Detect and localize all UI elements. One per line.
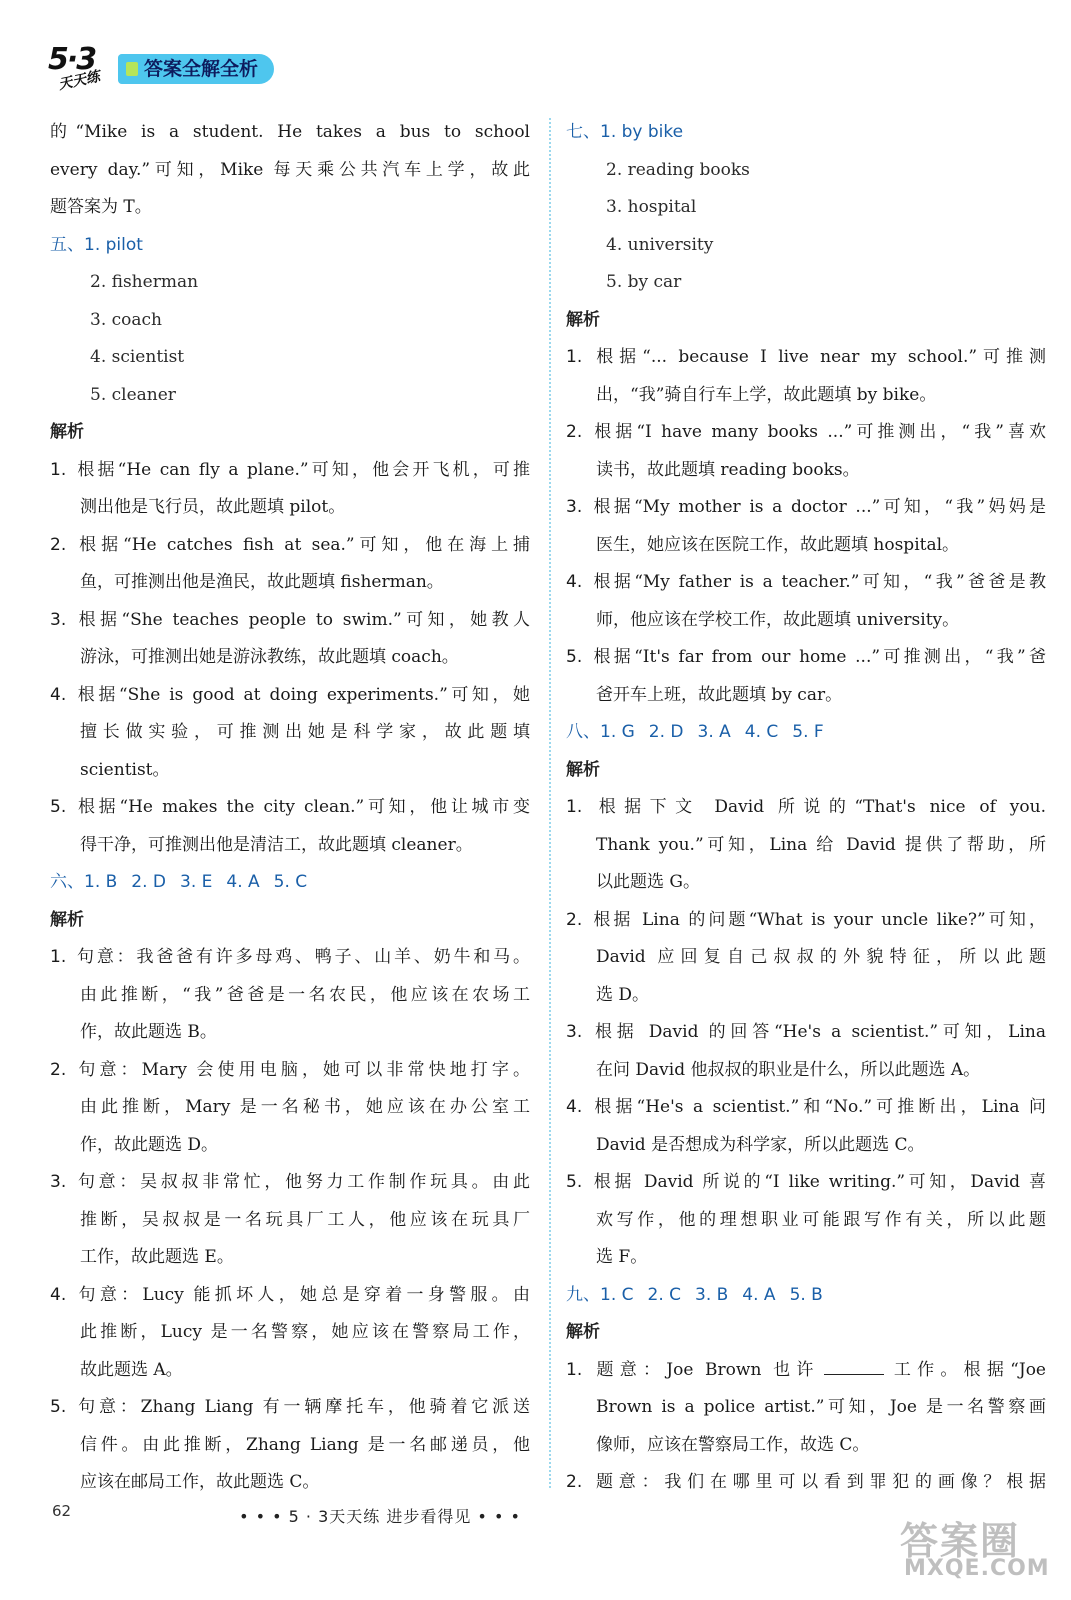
item-number: 3. [566,1022,583,1042]
analysis-line [566,564,1046,602]
item-number: 4. [566,1097,583,1117]
analysis-text: 根据“It's far from our home ...”可推测出，“我”爸 [590,647,1046,667]
section-title: 八、 [566,722,600,742]
answer-item: 3. hospital [606,197,697,217]
answer-item: 2. fisherman [90,272,199,292]
analysis-text: 根据“He can fly a plane.”可知，他会开飞机，可推 [74,459,530,480]
header-banner: 答案全解全析 [118,54,274,84]
section-7-answer [566,114,1046,152]
analysis-line: 像师，应该在警察局工作，故选 C。 [596,1434,870,1455]
item-number: 1. [566,797,583,817]
analysis-heading: 解析 [50,422,84,442]
analysis-line: 作，故此题选 B。 [80,1022,217,1042]
logo-subtitle: 天天练 [57,68,102,94]
item-number: 2. [566,422,583,442]
intro-line: 的“Mike is a student. He takes a bus to school [50,122,530,142]
analysis-line: 由此推断，“我”爸爸是一名农民，他应该在农场工 [80,984,530,1005]
analysis-text: 句意：我爸爸有许多母鸡、鸭子、山羊、奶牛和马。 [74,947,530,967]
analysis-line: Thank you.”可知，Lina 给 David 提供了帮助，所 [596,834,1046,855]
analysis-line [50,602,530,640]
analysis-text: 根据“She is good at doing experiments.”可知，她 [74,684,530,705]
section-9-answers [566,1277,1046,1315]
item-number: 1. [566,1359,583,1380]
analysis-line [566,1089,1046,1127]
page-header [44,44,344,94]
answer-item: 2. D [131,872,167,892]
analysis-line: 选 F。 [596,1247,648,1267]
analysis-line: 作，故此题选 D。 [80,1134,219,1155]
analysis-text: 根据“My mother is a doctor ...”可知，“我”妈妈是 [590,497,1046,517]
answer-item: 1. G [600,722,635,742]
analysis-line [566,1352,1046,1390]
analysis-line [50,452,530,490]
page-number: 62 [52,1502,72,1520]
analysis-text: 根据 Lina 的问题“What is your uncle like?”可知， [590,909,1046,930]
analysis-line: 出，“我”骑自行车上学，故此题填 by bike。 [596,384,937,405]
item-number: 4. [566,572,583,592]
left-column [50,114,530,1502]
analysis-line: David 是否想成为科学家，所以此题选 C。 [596,1134,925,1155]
section-title: 六、 [50,872,84,892]
answer-item: 2. reading books [606,159,750,180]
analysis-text: 句意：Mary 会使用电脑，她可以非常快地打字。 [74,1059,530,1080]
answer-item: 5. cleaner [90,384,176,405]
item-number: 3. [50,609,67,630]
analysis-text: 根据“I have many books ...”可推测出，“我”喜欢 [590,422,1046,442]
watermark-url: MXQE.COM [904,1556,1050,1581]
answer-item: 2. D [648,722,684,742]
analysis-line: 测出他是飞行员，故此题填 pilot。 [80,497,346,517]
analysis-text: 句意：吴叔叔非常忙，他努力工作制作玩具。由此 [74,1172,530,1192]
answer-item: 4. C [744,722,779,742]
analysis-line: 选 D。 [596,984,650,1005]
analysis-line: 医生，她应该在医院工作，故此题填 hospital。 [596,534,960,555]
analysis-line [566,1014,1046,1052]
watermark-text: 答案圈 [900,1519,1021,1563]
analysis-heading: 解析 [50,909,84,930]
analysis-line: 信件。由此推断，Zhang Liang 是一名邮递员，他 [80,1434,530,1455]
analysis-heading: 解析 [566,1322,600,1342]
analysis-text: 根据“My father is a teacher.”可知，“我”爸爸是教 [590,572,1046,592]
answer-item: 3. B [695,1284,729,1305]
answer-item: 5. C [273,872,308,892]
analysis-text: 根据“She teaches people to swim.”可知，她教人 [74,609,530,630]
brand-logo [44,44,124,94]
answer-item: 5. F [792,722,824,742]
answer-item: 2. C [647,1284,681,1305]
intro-line: 题答案为 T。 [50,197,152,217]
analysis-text: 句意：Zhang Liang 有一辆摩托车，他骑着它派送 [74,1397,530,1417]
analysis-line: 读书，故此题填 reading books。 [596,459,860,480]
analysis-line: 擅长做实验，可推测出她是科学家，故此题填 [80,722,530,742]
intro-line: every day.”可知，Mike 每天乘公共汽车上学，故此 [50,159,530,180]
item-number: 3. [50,1172,67,1192]
analysis-line [566,339,1046,377]
section-title: 五、 [50,234,84,255]
answer-item: 5. by car [606,272,682,292]
item-number: 2. [50,1059,67,1080]
site-watermark [890,1510,1055,1590]
analysis-line: 爸开车上班，故此题填 by car。 [596,684,843,705]
analysis-line: 工作，故此题选 E。 [80,1247,234,1267]
analysis-line [566,1164,1046,1202]
analysis-text: 工作。根据“Joe [887,1359,1046,1380]
fill-in-blank [824,1361,884,1375]
item-number: 1. [50,947,67,967]
analysis-line [566,414,1046,452]
analysis-line: 应该在邮局工作，故此题选 C。 [80,1472,320,1492]
analysis-text: 根据下文 David 所说的“That's nice of you. [590,797,1046,817]
analysis-heading: 解析 [566,759,600,780]
analysis-line [50,1277,530,1315]
analysis-line [50,1164,530,1202]
item-number: 5. [566,1172,583,1192]
analysis-text: 题意：我们在哪里可以看到罪犯的画像？根据 [590,1472,1046,1492]
analysis-line: scientist。 [80,759,170,780]
answer-item: 3. E [180,872,213,892]
analysis-line: 以此题选 G。 [596,872,700,892]
section-6-answers [50,864,530,902]
section-5-answer [50,227,530,265]
analysis-line [50,677,530,715]
logo-number: 5·3 [48,42,96,77]
item-number: 2. [50,534,67,555]
answer-item: 4. university [606,234,714,255]
section-title: 七、 [566,122,600,142]
answer-item: 1. pilot [84,234,143,255]
analysis-line: Brown is a police artist.”可知，Joe 是一名警察画 [596,1397,1046,1417]
analysis-line [566,489,1046,527]
analysis-line: 得干净，可推测出他是清洁工，故此题填 cleaner。 [80,834,473,855]
answer-item: 1. by bike [600,122,684,142]
section-title: 九、 [566,1284,600,1305]
analysis-text: 根据“He catches fish at sea.”可知，他在海上捕 [74,534,530,555]
right-column [566,114,1046,1502]
section-8-answers [566,714,1046,752]
analysis-line [50,1052,530,1090]
item-number: 1. [50,459,67,480]
item-number: 2. [566,909,583,930]
item-number: 2. [566,1472,583,1492]
analysis-text: 根据 David 所说的“I like writing.”可知，David 喜 [590,1172,1046,1192]
analysis-line: 游泳，可推测出她是游泳教练，故此题填 coach。 [80,647,459,667]
analysis-line: 师，他应该在学校工作，故此题填 university。 [596,609,960,630]
answer-item: 5. B [789,1284,823,1305]
answer-item: 4. scientist [90,347,185,367]
item-number: 4. [50,1284,67,1305]
analysis-text: 根据“He makes the city clean.”可知，他让城市变 [74,797,530,817]
analysis-line [50,939,530,977]
analysis-line [566,789,1046,827]
analysis-line [566,902,1046,940]
analysis-line: 在问 David 他叔叔的职业是什么，所以此题选 A。 [596,1059,981,1080]
analysis-text: 根据 David 的回答“He's a scientist.”可知，Lina [590,1022,1046,1042]
analysis-line: 由此推断，Mary 是一名秘书，她应该在办公室工 [80,1097,530,1117]
analysis-line: David 应回复自己叔叔的外貌特征，所以此题 [596,947,1046,967]
analysis-text: 句意：Lucy 能抓坏人，她总是穿着一身警服。由 [74,1284,530,1305]
footer-slogan: • • • 5 · 3天天练 进步看得见 • • • [239,1507,521,1526]
item-number: 3. [566,497,583,517]
answer-item: 4. A [742,1284,776,1305]
item-number: 4. [50,684,67,705]
item-number: 5. [50,797,67,817]
analysis-heading: 解析 [566,309,600,330]
analysis-line: 欢写作，他的理想职业可能跟写作有关，所以此题 [596,1209,1046,1230]
analysis-line [50,1389,530,1427]
item-number: 1. [566,347,583,367]
analysis-line [50,527,530,565]
answer-item: 1. B [84,872,118,892]
answer-item: 1. C [600,1284,634,1305]
answer-item: 3. A [697,722,731,742]
analysis-line [50,789,530,827]
analysis-line: 故此题选 A。 [80,1359,183,1380]
answer-item: 4. A [226,872,260,892]
analysis-line [566,639,1046,677]
item-number: 5. [566,647,583,667]
item-number: 5. [50,1397,67,1417]
answer-item: 3. coach [90,309,162,330]
analysis-text: 根据“He's a scientist.”和“No.”可推断出，Lina 问 [590,1097,1046,1117]
column-divider [549,118,551,1488]
analysis-text: 根据“... because I live near my school.”可推测 [590,347,1046,367]
analysis-line: 鱼，可推测出他是渔民，故此题填 fisherman。 [80,572,444,592]
analysis-line: 推断，吴叔叔是一名玩具厂工人，他应该在玩具厂 [80,1209,530,1230]
analysis-line: 此推断，Lucy 是一名警察，她应该在警察局工作， [80,1322,530,1342]
analysis-text: 题意：Joe Brown 也许 [590,1359,820,1380]
